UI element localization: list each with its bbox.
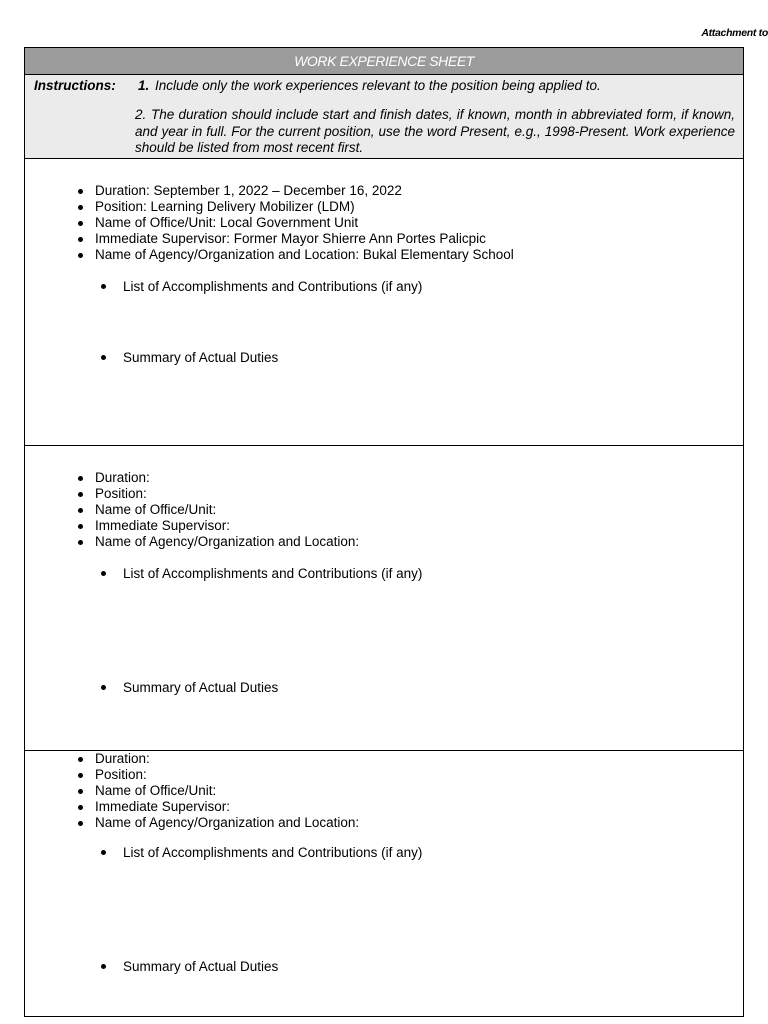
position-field: Position: xyxy=(75,767,359,783)
bullet-icon xyxy=(101,964,106,969)
bullet-icon xyxy=(101,685,106,690)
instructions-label: Instructions: xyxy=(34,78,116,93)
duties-label: Summary of Actual Duties xyxy=(123,680,279,695)
duties-item xyxy=(101,680,278,695)
bullet-icon xyxy=(101,355,106,360)
instructions-section xyxy=(25,75,743,159)
accomplishments-label: List of Accomplishments and Contributions (if any) xyxy=(123,566,423,581)
duties-item xyxy=(101,350,278,365)
agency-field: Name of Agency/Organization and Location: Bukal Elementary School xyxy=(75,247,514,263)
duties-item xyxy=(101,959,278,974)
office-field: Name of Office/Unit: Local Government Unit xyxy=(75,215,514,231)
accomplishments-item xyxy=(101,566,422,581)
instruction-2-number: 2. xyxy=(135,107,147,122)
supervisor-field: Immediate Supervisor: xyxy=(75,518,359,534)
agency-field: Name of Agency/Organization and Location: xyxy=(75,534,359,550)
supervisor-field: Immediate Supervisor: xyxy=(75,799,359,815)
supervisor-field: Immediate Supervisor: Former Mayor Shierre Ann Portes Palicpic xyxy=(75,231,514,247)
accomplishments-item xyxy=(101,845,422,860)
bullet-icon xyxy=(101,571,106,576)
attachment-label: Attachment to xyxy=(701,27,768,39)
duration-field: Duration: xyxy=(75,751,359,767)
instruction-1-number: 1. xyxy=(138,78,150,93)
instruction-2-text: The duration should include start and finish dates, if known, month in abbreviated form, if known, and year in full. For the current position, use the word Present, e.g., 1998-Present. Work experience should be listed from most recent first. xyxy=(135,107,735,155)
duration-field: Duration: September 1, 2022 – December 16, 2022 xyxy=(75,183,514,199)
office-field: Name of Office/Unit: xyxy=(75,502,359,518)
entry-fields xyxy=(75,751,359,831)
sheet-title: WORK EXPERIENCE SHEET xyxy=(25,48,743,75)
work-entry-3 xyxy=(25,751,743,1016)
position-field: Position: xyxy=(75,486,359,502)
entry-fields xyxy=(75,470,359,550)
instruction-1-text: Include only the work experiences relevant to the position being applied to. xyxy=(155,78,601,93)
accomplishments-label: List of Accomplishments and Contributions (if any) xyxy=(123,845,423,860)
agency-field: Name of Agency/Organization and Location: xyxy=(75,815,359,831)
duties-label: Summary of Actual Duties xyxy=(123,959,279,974)
work-entry-2 xyxy=(25,446,743,751)
duties-label: Summary of Actual Duties xyxy=(123,350,279,365)
work-experience-sheet xyxy=(24,47,744,1017)
instruction-2 xyxy=(135,107,735,157)
accomplishments-item xyxy=(101,279,422,294)
accomplishments-label: List of Accomplishments and Contributions (if any) xyxy=(123,279,423,294)
position-field: Position: Learning Delivery Mobilizer (LDM) xyxy=(75,199,514,215)
bullet-icon xyxy=(101,850,106,855)
duration-field: Duration: xyxy=(75,470,359,486)
office-field: Name of Office/Unit: xyxy=(75,783,359,799)
entry-fields xyxy=(75,183,514,263)
work-entry-1 xyxy=(25,159,743,446)
bullet-icon xyxy=(101,284,106,289)
